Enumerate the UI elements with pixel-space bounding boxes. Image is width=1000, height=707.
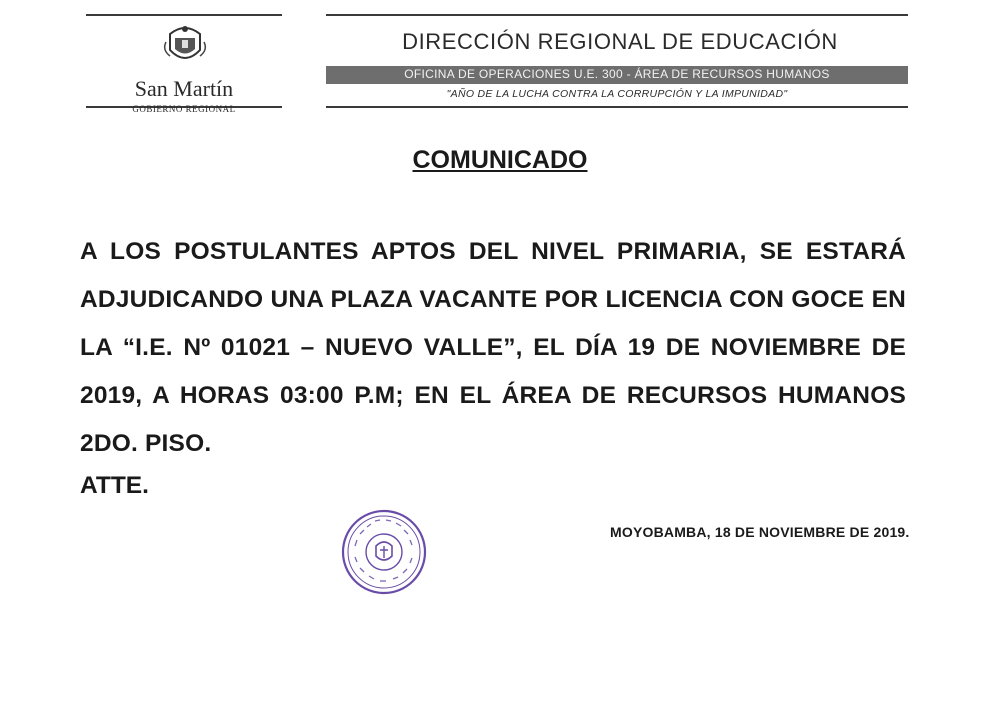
organization-title: DIRECCIÓN REGIONAL DE EDUCACIÓN (402, 29, 838, 54)
closing: ATTE. (80, 472, 149, 499)
office-banner (326, 66, 908, 84)
region-logo (86, 14, 282, 114)
header-rule-right-bottom (326, 106, 908, 108)
stamp-seal-icon (340, 508, 428, 596)
office-label: OFICINA DE OPERACIONES U.E. 300 - ÁREA DE RECURSOS HUMANOS (404, 67, 830, 81)
crest-icon (160, 20, 210, 70)
place-and-date: MOYOBAMBA, 18 DE NOVIEMBRE DE 2019. (610, 524, 910, 540)
announcement-body: A LOS POSTULANTES APTOS DEL NIVEL PRIMARIA, SE ESTARÁ ADJUDICANDO UNA PLAZA VACANTE POR LICENCIA CON GOCE EN LA “I.E. Nº 01021 – NUEVO VALLE”, EL DÍA 19 DE NOVIEMBRE DE 2019, A HORAS 03:00 P.M; EN EL ÁREA DE RECURSOS HUMANOS 2DO. PISO. (80, 238, 906, 457)
brand-subtitle: GOBIERNO REGIONAL (132, 104, 236, 114)
brand-name: San Martín (134, 76, 234, 101)
header-rule-right-top (326, 14, 908, 16)
year-motto: "AÑO DE LA LUCHA CONTRA LA CORRUPCIÓN Y LA IMPUNIDAD" (446, 88, 788, 100)
document-heading (0, 146, 1000, 175)
heading-text: COMUNICADO (412, 146, 588, 174)
